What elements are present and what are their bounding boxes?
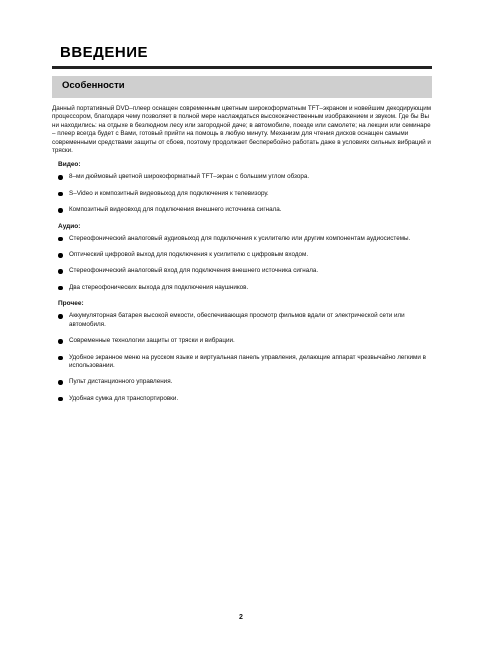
bullet-icon [58, 253, 63, 258]
list-item [52, 251, 432, 259]
page-title: ВВЕДЕНИЕ [60, 44, 148, 61]
list-item [52, 173, 432, 181]
group-heading: Прочее: [58, 300, 84, 308]
list-item-text: 8–ми дюймовый цветной широкоформатный TFT–экран с большим углом обзора. [69, 173, 310, 181]
list-item-text: S–Video и композитный видеовыход для подключения к телевизору. [69, 189, 269, 197]
bullet-icon [58, 286, 63, 291]
group-heading: Видео: [58, 161, 81, 169]
list-item [52, 206, 432, 214]
list-item [52, 378, 432, 386]
list-item-text: Аккумуляторная батарея высокой емкости, обеспечивающая просмотр фильмов вдали от электрической сети или автомобиля. [69, 312, 405, 328]
bullet-icon [58, 192, 63, 197]
feature-group-video [52, 161, 432, 214]
bullet-icon [58, 175, 63, 180]
bullet-icon [58, 208, 63, 213]
section-header-bar [52, 76, 432, 98]
section-title: Особенности [62, 80, 125, 91]
bullet-icon [58, 380, 63, 385]
bullet-icon [58, 339, 63, 344]
feature-group-other [52, 300, 432, 403]
list-item-text: Удобная сумка для транспортировки. [69, 394, 179, 402]
feature-group-audio [52, 223, 432, 293]
list-item-text: Два стереофонических выхода для подключения наушников. [69, 283, 249, 291]
list-item [52, 267, 432, 275]
intro-paragraph: Данный портативный DVD–плеер оснащен современным цветным широкоформатным TFT–экраном и новейшим декодирующим процессором, благодаря чему позволяет в полной мере наслаждаться высококачественным изображением и звуком. Где бы Вы ни находились: на отдыхе в безлюдном лесу или загородной даче; в автомобиле, поезде или самолете; на лекции или семинаре – плеер всегда будет с Вами, готовый прийти на помощь в любую минуту. Механизм для чтения дисков оснащен самыми современными средствами защиты от сбоев, поэтому продолжает бесперебойно работать даже в условиях сильных вибраций и тряски. [52, 105, 432, 155]
page-number: 2 [239, 614, 243, 621]
list-item [52, 284, 432, 292]
list-item-text: Удобное экранное меню на русском языке и виртуальная панель управления, делающие аппарат чрезвычайно легкими в использовании. [69, 353, 426, 369]
bullet-icon [58, 269, 63, 274]
feature-list [52, 235, 432, 293]
list-item [52, 190, 432, 198]
bullet-icon [58, 237, 63, 242]
bullet-icon [58, 397, 63, 402]
list-item [52, 312, 432, 329]
list-item [52, 395, 432, 403]
group-heading: Аудио: [58, 222, 81, 230]
title-underline [52, 66, 432, 69]
bullet-icon [58, 314, 63, 319]
list-item-text: Современные технологии защиты от тряски и вибрации. [69, 337, 235, 345]
content-area [52, 105, 432, 411]
list-item [52, 235, 432, 243]
bullet-icon [58, 356, 63, 361]
list-item-text: Композитный видеовход для подключения внешнего источника сигнала. [69, 206, 282, 214]
list-item [52, 354, 432, 371]
list-item [52, 337, 432, 345]
feature-list [52, 312, 432, 403]
list-item-text: Стереофонический аналоговый аудиовыход для подключения к усилителю или другим компонентам аудиосистемы. [69, 234, 411, 242]
feature-list [52, 173, 432, 214]
list-item-text: Оптический цифровой выход для подключения к усилителю с цифровым входом. [69, 251, 309, 259]
list-item-text: Пульт дистанционного управления. [69, 378, 173, 386]
list-item-text: Стереофонический аналоговый вход для подключения внешнего источника сигнала. [69, 267, 319, 275]
